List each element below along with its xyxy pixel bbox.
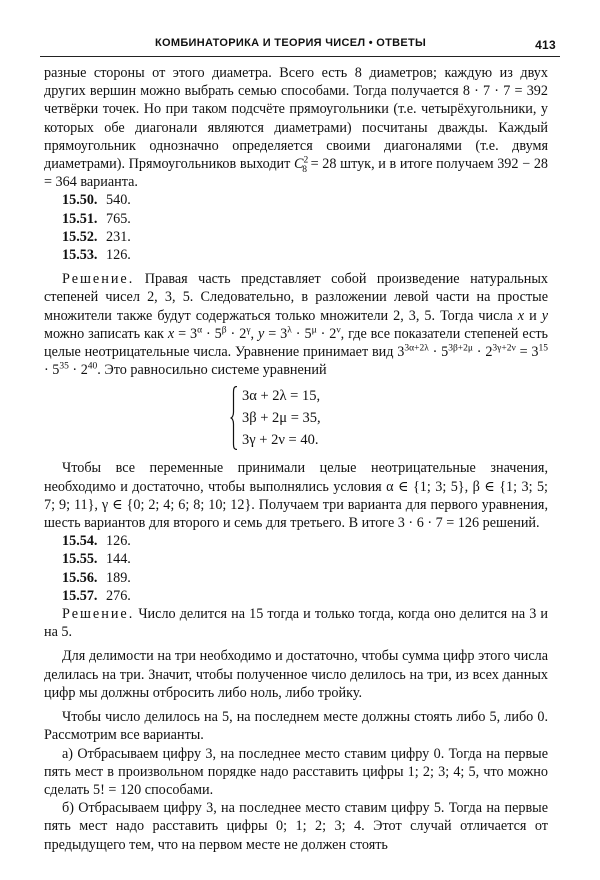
running-header (40, 34, 560, 57)
equation-line: 3γ + 2ν = 40. (242, 432, 319, 449)
answers-list-1 (44, 191, 548, 264)
paragraph-div-five: Чтобы число делилось на 5, на последнем месте должны стоять либо 5, либо 0. Рассмотрим все варианты. (44, 709, 548, 744)
answers-list-2 (44, 532, 548, 605)
chapter-title: КОМБИНАТОРИКА И ТЕОРИЯ ЧИСЕЛ • ОТВЕТЫ (155, 37, 427, 49)
paragraph-div-three: Для делимости на три необходимо и достаточно, чтобы сумма цифр этого числа делилась на три. Значит, чтобы полученное число делилось на три, из всех данных цифр мы должны отбросить либо ноль, либо тройку. (44, 648, 548, 701)
answer-row: 15.50. 540. (62, 192, 131, 209)
paragraph-case-a: а) Отбрасываем цифру 3, на последнее место ставим цифру 0. Тогда на первые пять мест в произвольном порядке надо расставить цифры 1; 2; 3; 4; 5, что можно сделать 5! = 120 способами. (44, 745, 548, 798)
page-body (44, 64, 548, 854)
solution-powers: Решение. Правая часть представляет собой произведение натуральных степеней чисел 2, 3, 5. Следовательно, в разложении левой части на простые множители также будут содержаться только множители 2, 3, 5. Тогда числа x и y можно записать как $x = 3^\alpha \cdot 5^\beta \cdot 2^\gamma$, $y = 3^\lambda \cdot 5^\mu \cdot 2^\nu$, где все показатели степеней есть целые неотрицательные числа. Уравнение принимает вид $3^{3\alpha+2\lambda} \cdot 5^{3\beta+2\mu} \cdot 2^{3\gamma+2\nu} = 3^{15} \cdot 5^{35} \cdot 2^{40}$. Это равносильно системе уравнений (44, 271, 549, 379)
page-number: 413 (535, 38, 556, 52)
paragraph-diameters: разные стороны от этого диаметра. Всего есть 8 диаметров; каждую из двух других вершин можно выбрать семью способами. Тогда получается 8 · 7 · 7 = 392 четвёрки точек. Но при таком подсчёте прямоугольники (т.е. четырёхугольники, у которых обе диагонали являются диаметрами) посчитаны дважды. Каждый прямоугольник однозначно определяется своими диагоналями (т.е. двумя диаметрами). Прямоугольников выходит $C^2_8 = 28$ штук, и в итоге получаем 392 − 28 = 364 варианта. (44, 65, 549, 191)
answer-row: 15.53. 126. (62, 247, 131, 264)
answer-row: 15.55. 144. (62, 551, 131, 568)
solution-divisibility: Решение. Число делится на 15 тогда и только тогда, когда оно делится на 3 и на 5. (44, 606, 548, 641)
equation-line: 3α + 2λ = 15, (242, 388, 321, 405)
curly-brace (230, 386, 238, 450)
equation-line: 3β + 2μ = 35, (242, 410, 321, 427)
equation-system (230, 385, 548, 451)
solution-label: Решение. (62, 271, 135, 288)
answer-row: 15.57. 276. (62, 587, 131, 604)
answer-row: 15.52. 231. (62, 228, 131, 245)
answer-row: 15.54. 126. (62, 533, 131, 550)
answer-row: 15.56. 189. (62, 569, 131, 586)
answer-row: 15.51. 765. (62, 210, 131, 227)
solution-label: Решение. (62, 606, 135, 623)
paragraph-conditions: Чтобы все переменные принимали целые неотрицательные значения, необходимо и достаточно, чтобы выполнялись условия α ∈ {1; 3; 5}, β ∈ {1; 3; 5; 7; 9; 11}, γ ∈ {0; 2; 4; 6; 8; 10; 12}. Получаем три варианта для первого уравнения, шесть вариантов для второго и семь для третьего. В итоге 3 · 6 · 7 = 126 решений. (44, 460, 548, 532)
paragraph-case-b: б) Отбрасываем цифру 3, на последнее место ставим цифру 5. Тогда на первые пять мест надо расставить цифры 0; 1; 2; 3; 4. Этот случай отличается от предыдущего тем, что на первом месте не должен стоять (44, 800, 548, 853)
